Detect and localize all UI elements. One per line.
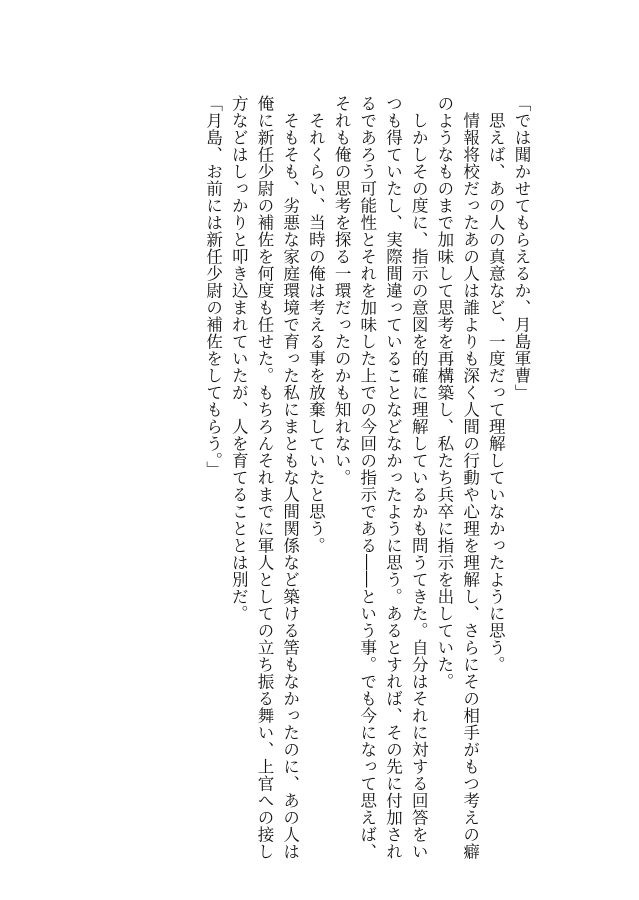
- text-line: そもそも、劣悪な家庭環境で育った私にまともな人間関係など築ける筈もなかったのに、あの人は: [280, 111, 300, 860]
- text-line: つも得ていたし、実際間違っていることなどなかったように思う。あるとすれば、その先に付加され: [383, 95, 403, 860]
- vertical-text-body: [200, 95, 534, 860]
- text-line: それくらい、当時の俺は考える事を放棄していたと思う。: [306, 111, 326, 554]
- text-line: 「では聞かせてもらえるか、月島軍曹」: [512, 95, 531, 401]
- text-line: 方などはしっかりと叩き込まれていたが、人を育てることとは別だ。: [229, 95, 249, 622]
- text-line: 思えば、あの人の真意など、一度だって理解していなかったように思う。: [486, 111, 506, 673]
- text-line: のようなものまで加味して思考を再構築し、私たち兵卒に指示を出していた。: [434, 95, 454, 690]
- text-line: それも俺の思考を探る一環だったのかも知れない。: [332, 95, 352, 486]
- text-line: 情報将校だったあの人は誰よりも深く人間の行動や心理を理解し、さらにその相手がもつ考えの癖: [460, 111, 480, 860]
- text-line: るであろう可能性とそれを加味した上での今回の指示である――という事。でも今になって思えば、: [357, 95, 377, 860]
- text-line: 「月島、お前には新任少尉の補佐をしてもらう。」: [203, 95, 223, 478]
- text-line: 俺に新任少尉の補佐を何度も任せた。もちろんそれまでに軍人としての立ち振る舞い、上官への接し: [254, 95, 274, 860]
- text-line: しかしその度に、指示の意図を的確に理解しているかも問うてきた。自分はそれに対する回答をい: [409, 111, 429, 860]
